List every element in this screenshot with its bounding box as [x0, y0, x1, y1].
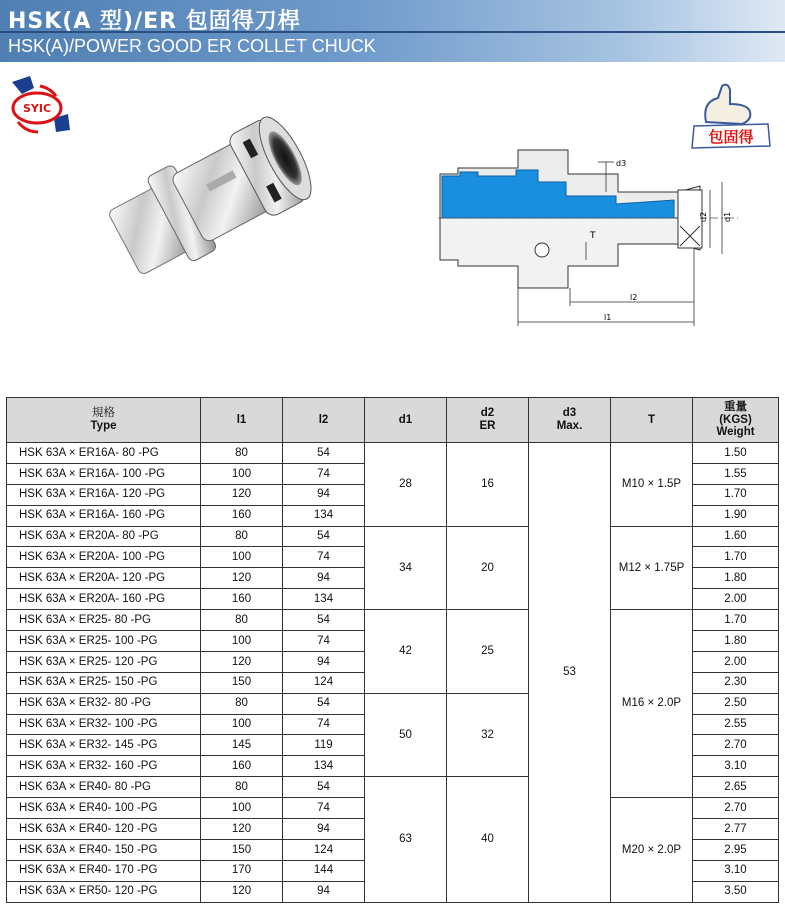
header-type: 規格 Type [7, 398, 201, 443]
cell-weight: 2.00 [693, 589, 779, 610]
cell-l2: 94 [283, 651, 365, 672]
cell-l1: 100 [201, 463, 283, 484]
cell-l1: 80 [201, 777, 283, 798]
badge-text: 包固得 [708, 128, 754, 146]
cell-weight: 2.95 [693, 839, 779, 860]
cell-weight: 2.30 [693, 672, 779, 693]
table-row [7, 526, 779, 547]
header-l2: l2 [283, 398, 365, 443]
cell-l2: 74 [283, 463, 365, 484]
cell-type: HSK 63A × ER32- 100 -PG [7, 714, 201, 735]
table-header-row [7, 398, 779, 443]
cell-l2: 74 [283, 631, 365, 652]
cell-type: HSK 63A × ER20A- 120 -PG [7, 568, 201, 589]
cell-type: HSK 63A × ER25- 120 -PG [7, 651, 201, 672]
cell-d2: 32 [447, 693, 529, 777]
header-weight: 重量 (KGS) Weight [693, 398, 779, 443]
cell-l2: 94 [283, 819, 365, 840]
header-d2: d2 ER [447, 398, 529, 443]
cell-weight: 1.80 [693, 568, 779, 589]
spec-table [6, 397, 779, 903]
cell-d1: 28 [365, 443, 447, 527]
cell-type: HSK 63A × ER25- 150 -PG [7, 672, 201, 693]
cell-l1: 160 [201, 756, 283, 777]
cell-weight: 2.77 [693, 819, 779, 840]
cell-weight: 1.90 [693, 505, 779, 526]
cell-weight: 3.10 [693, 756, 779, 777]
cell-weight: 1.60 [693, 526, 779, 547]
cell-l2: 74 [283, 798, 365, 819]
cell-type: HSK 63A × ER40- 80 -PG [7, 777, 201, 798]
cell-l2: 74 [283, 547, 365, 568]
drawing-label-d2: d2 [699, 211, 708, 222]
cell-weight: 3.10 [693, 860, 779, 881]
header-t: T [611, 398, 693, 443]
cell-thread: M20 × 2.0P [611, 798, 693, 902]
drawing-label-l2: l2 [630, 293, 638, 302]
header-l1: l1 [201, 398, 283, 443]
cell-d1: 34 [365, 526, 447, 610]
cell-l1: 120 [201, 568, 283, 589]
cell-type: HSK 63A × ER20A- 160 -PG [7, 589, 201, 610]
cell-weight: 2.65 [693, 777, 779, 798]
page-title-en: HSK(A)/POWER GOOD ER COLLET CHUCK [8, 36, 376, 56]
cell-type: HSK 63A × ER40- 170 -PG [7, 860, 201, 881]
cell-type: HSK 63A × ER50- 120 -PG [7, 881, 201, 902]
cell-type: HSK 63A × ER16A- 120 -PG [7, 484, 201, 505]
drawing-label-d3: d3 [616, 159, 627, 168]
cell-l2: 144 [283, 860, 365, 881]
drawing-label-d1: d1 [723, 211, 732, 222]
cell-type: HSK 63A × ER16A- 100 -PG [7, 463, 201, 484]
cell-l1: 100 [201, 547, 283, 568]
cell-l2: 124 [283, 839, 365, 860]
cell-d1: 50 [365, 693, 447, 777]
cell-type: HSK 63A × ER40- 120 -PG [7, 819, 201, 840]
cell-l1: 80 [201, 443, 283, 464]
cell-l1: 100 [201, 714, 283, 735]
cell-l2: 94 [283, 484, 365, 505]
cell-thread: M10 × 1.5P [611, 443, 693, 527]
cell-d1: 63 [365, 777, 447, 902]
cell-l1: 120 [201, 819, 283, 840]
cell-thread: M12 × 1.75P [611, 526, 693, 610]
header-d1: d1 [365, 398, 447, 443]
cell-l2: 124 [283, 672, 365, 693]
cell-weight: 2.00 [693, 651, 779, 672]
company-logo [4, 74, 74, 138]
cell-l2: 94 [283, 568, 365, 589]
cell-l1: 120 [201, 651, 283, 672]
cell-thread: M16 × 2.0P [611, 610, 693, 798]
cell-l1: 150 [201, 672, 283, 693]
cell-weight: 2.70 [693, 798, 779, 819]
cell-l1: 145 [201, 735, 283, 756]
cell-weight: 2.55 [693, 714, 779, 735]
cell-l2: 134 [283, 589, 365, 610]
cell-weight: 1.50 [693, 443, 779, 464]
cell-d2: 40 [447, 777, 529, 902]
cell-type: HSK 63A × ER40- 150 -PG [7, 839, 201, 860]
drawing-label-l1: l1 [604, 313, 612, 322]
cell-weight: 1.80 [693, 631, 779, 652]
cell-weight: 2.50 [693, 693, 779, 714]
cell-type: HSK 63A × ER32- 160 -PG [7, 756, 201, 777]
page-title-cn: HSK(A 型)/ER 包固得刀桿 [8, 9, 301, 34]
cell-weight: 1.70 [693, 610, 779, 631]
header-d3: d3 Max. [529, 398, 611, 443]
cell-l2: 54 [283, 443, 365, 464]
cell-d3: 53 [529, 443, 611, 903]
cell-l1: 160 [201, 589, 283, 610]
drawing-label-t: T [590, 231, 596, 241]
cell-type: HSK 63A × ER25- 100 -PG [7, 631, 201, 652]
cell-l1: 170 [201, 860, 283, 881]
cell-type: HSK 63A × ER16A- 80 -PG [7, 443, 201, 464]
cell-d2: 20 [447, 526, 529, 610]
cell-weight: 1.55 [693, 463, 779, 484]
cell-type: HSK 63A × ER20A- 100 -PG [7, 547, 201, 568]
cell-l2: 54 [283, 693, 365, 714]
cell-weight: 3.50 [693, 881, 779, 902]
cell-l1: 150 [201, 839, 283, 860]
cell-weight: 1.70 [693, 484, 779, 505]
cell-type: HSK 63A × ER32- 80 -PG [7, 693, 201, 714]
cell-l1: 100 [201, 631, 283, 652]
cell-type: HSK 63A × ER20A- 80 -PG [7, 526, 201, 547]
cell-l2: 74 [283, 714, 365, 735]
cell-l1: 160 [201, 505, 283, 526]
table-row [7, 610, 779, 631]
cell-l1: 80 [201, 526, 283, 547]
cell-l1: 80 [201, 693, 283, 714]
technical-drawing [438, 142, 738, 332]
cell-l1: 80 [201, 610, 283, 631]
cell-l2: 54 [283, 777, 365, 798]
cell-d1: 42 [365, 610, 447, 694]
cell-l2: 119 [283, 735, 365, 756]
cell-l1: 100 [201, 798, 283, 819]
logo-text: SYIC [22, 102, 52, 115]
cell-l2: 134 [283, 756, 365, 777]
cell-d2: 16 [447, 443, 529, 527]
product-photo [84, 98, 324, 348]
cell-l2: 54 [283, 526, 365, 547]
cell-l2: 54 [283, 610, 365, 631]
table-row [7, 443, 779, 464]
cell-type: HSK 63A × ER32- 145 -PG [7, 735, 201, 756]
cell-type: HSK 63A × ER25- 80 -PG [7, 610, 201, 631]
cell-d2: 25 [447, 610, 529, 694]
cell-l1: 120 [201, 484, 283, 505]
cell-weight: 1.70 [693, 547, 779, 568]
cell-type: HSK 63A × ER16A- 160 -PG [7, 505, 201, 526]
cell-type: HSK 63A × ER40- 100 -PG [7, 798, 201, 819]
cell-l1: 120 [201, 881, 283, 902]
title-banner [0, 0, 785, 62]
cell-weight: 2.70 [693, 735, 779, 756]
cell-l2: 134 [283, 505, 365, 526]
cell-l2: 94 [283, 881, 365, 902]
